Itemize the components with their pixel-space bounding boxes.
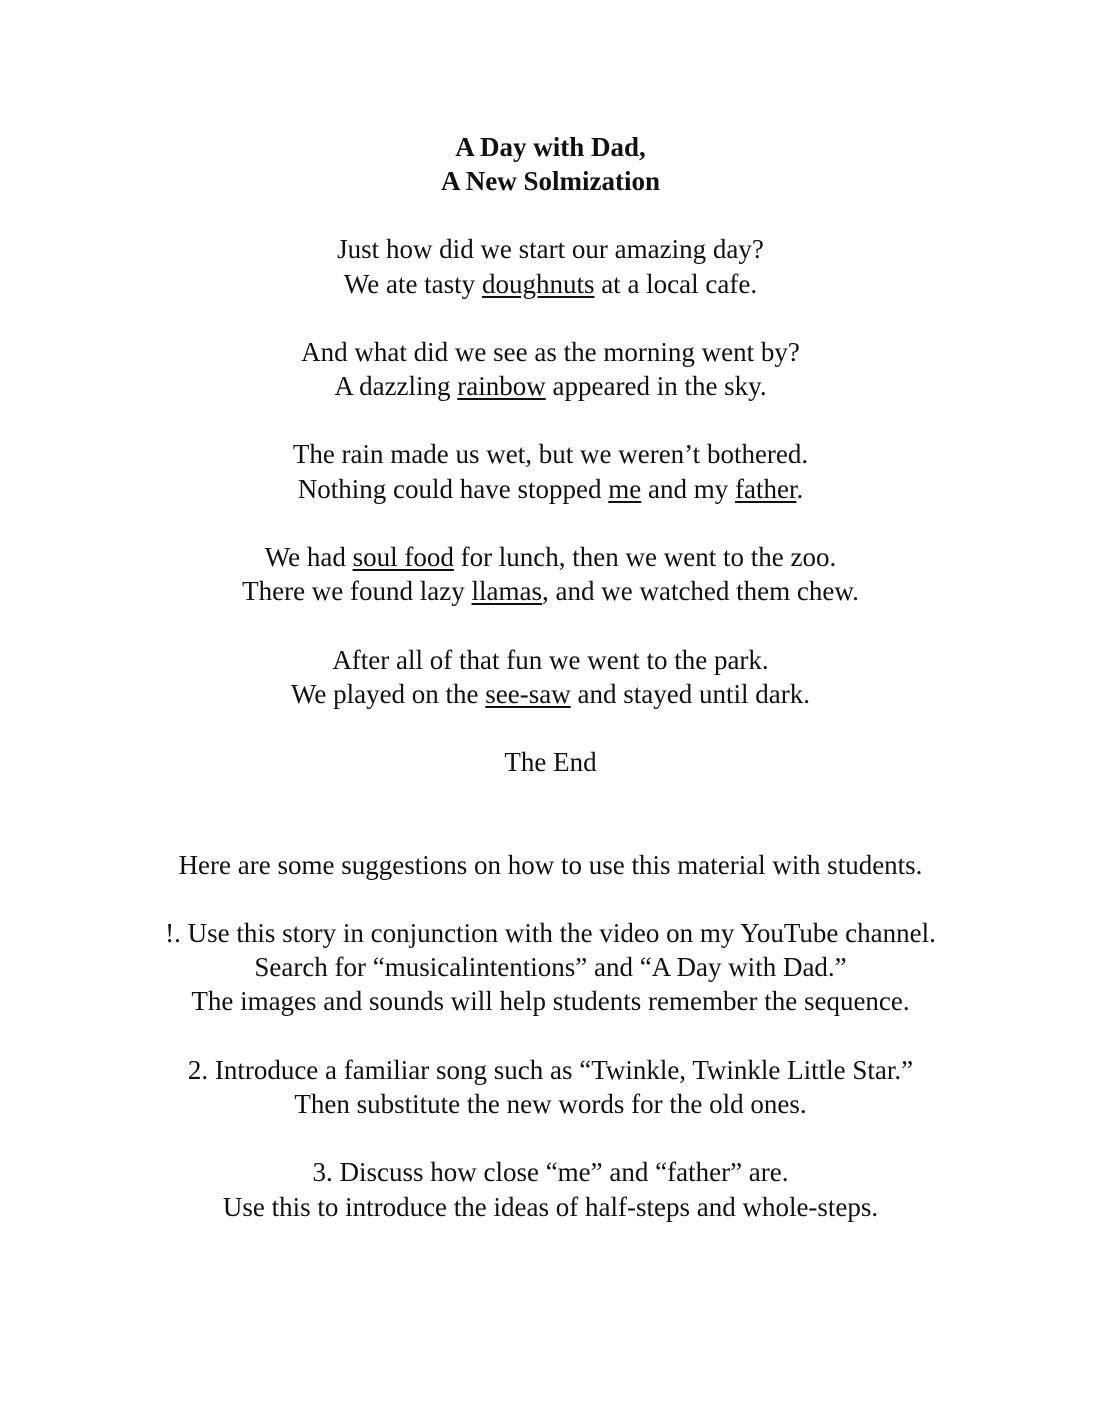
suggestion-1-line-2: Search for “musicalintentions” and “A Day with Dad.” [254,952,847,982]
suggestion-2-line-2: Then substitute the new words for the old ones. [294,1089,807,1119]
text-segment: There we found lazy [242,576,472,606]
suggestion-1-line-3: The images and sounds will help students remember the sequence. [191,986,910,1016]
title-line-1: A Day with Dad, [455,132,646,162]
stanza-2-line-2 [0,369,1101,403]
text-segment: at a local cafe. [594,269,758,299]
solfege-word-rainbow: rainbow [457,371,546,401]
stanza-3-line-2 [0,472,1101,506]
stanza-5-line-2 [0,677,1101,711]
suggestion-2-line-1: 2. Introduce a familiar song such as “Twinkle, Twinkle Little Star.” [187,1055,914,1085]
solfege-word-see-saw: see-saw [485,679,571,709]
text-segment: We played on the [291,679,486,709]
solfege-word-soul-food: soul food [352,542,454,572]
text-segment: for lunch, then we went to the zoo. [453,542,837,572]
solfege-word-llamas: llamas [471,576,542,606]
stanza-4-line-2 [0,574,1101,608]
text-segment: A dazzling [334,371,458,401]
text-segment: appeared in the sky. [545,371,767,401]
title-line-2: A New Solmization [441,166,660,196]
stanza-3-line-1: The rain made us wet, but we weren’t bothered. [292,439,809,469]
suggestion-3-line-2: Use this to introduce the ideas of half-steps and whole-steps. [222,1192,879,1222]
text-segment: and stayed until dark. [570,679,810,709]
text-segment: We ate tasty [343,269,482,299]
text-segment: Nothing could have stopped [297,474,609,504]
stanza-2-line-1: And what did we see as the morning went by? [301,337,800,367]
solfege-word-father: father [734,474,797,504]
text-segment: We had [264,542,353,572]
stanza-4-line-1 [0,540,1101,574]
suggestion-1-line-1: !. Use this story in conjunction with the video on my YouTube channel. [165,918,936,948]
text-segment: and my [641,474,735,504]
solfege-word-doughnuts: doughnuts [481,269,595,299]
the-end: The End [504,747,597,777]
stanza-1-line-1: Just how did we start our amazing day? [337,234,764,264]
text-segment: . [796,474,804,504]
stanza-5-line-1: After all of that fun we went to the park. [332,645,769,675]
suggestion-3-line-1: 3. Discuss how close “me” and “father” are. [312,1157,789,1187]
solfege-word-me: me [608,474,642,504]
stanza-1-line-2 [0,267,1101,301]
suggestions-intro: Here are some suggestions on how to use this material with students. [178,850,923,880]
text-segment: , and we watched them chew. [542,576,859,606]
